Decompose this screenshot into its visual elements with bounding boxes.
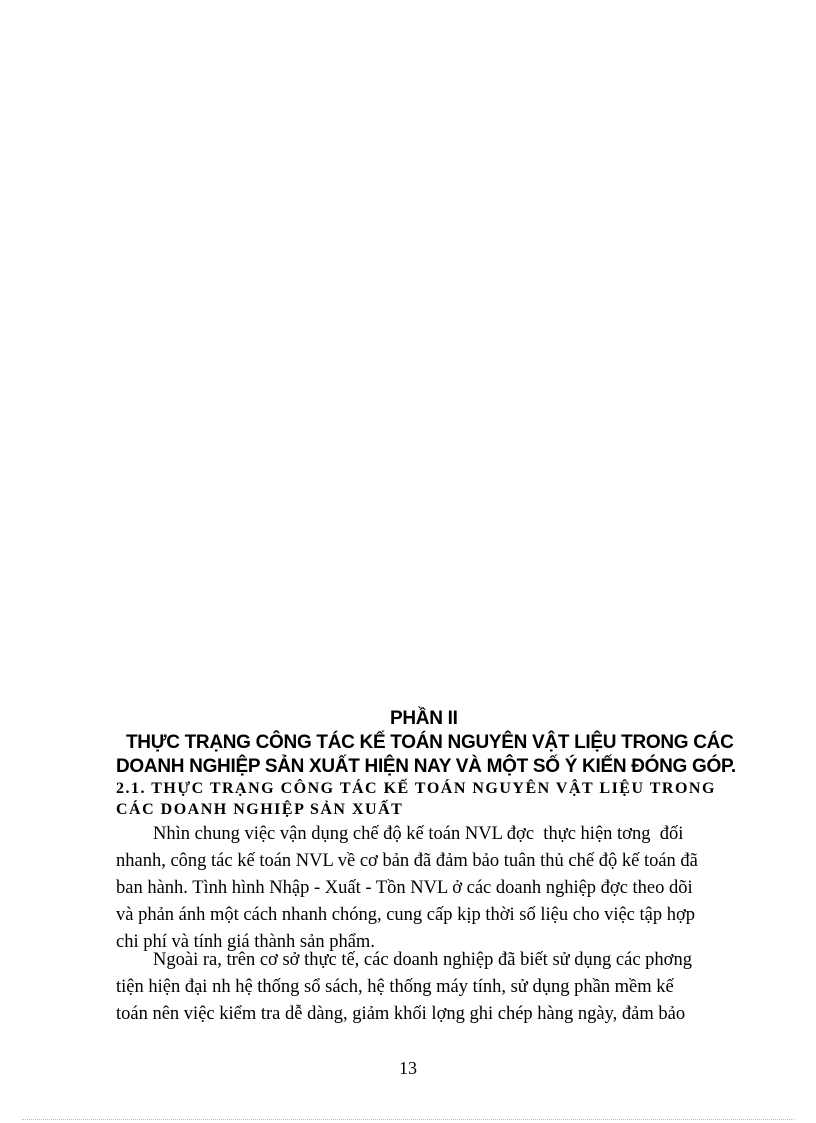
paragraph-line: Ngoài ra, trên cơ sở thực tế, các doanh nghiệp đã biết sử dụng các phơng xyxy=(116,950,692,970)
paragraph-line: ban hành. Tình hình Nhập - Xuất - Tồn NVL ở các doanh nghiệp đợc theo dõi xyxy=(116,878,693,898)
paragraph-line: tiện hiện đại nh hệ thống sổ sách, hệ thống máy tính, sử dụng phần mềm kế xyxy=(116,977,674,997)
paragraph-line: toán nên việc kiểm tra dễ dàng, giảm khối lợng ghi chép hàng ngày, đảm bảo xyxy=(116,1004,686,1024)
paragraph-1 xyxy=(116,821,739,956)
section-heading xyxy=(116,778,738,820)
part-title-line-1: THỰC TRẠNG CÔNG TÁC KẾ TOÁN NGUYÊN VẬT LIỆU TRONG CÁC xyxy=(126,732,734,753)
section-heading-line-2: CÁC DOANH NGHIỆP SẢN XUẤT xyxy=(116,801,404,818)
part-title-line-2: DOANH NGHIỆP SẢN XUẤT HIỆN NAY VÀ MỘT SỐ Ý KIẾN ĐÓNG GÓP. xyxy=(116,756,736,777)
paragraph-2 xyxy=(116,947,739,1028)
page-number: 13 xyxy=(399,1058,417,1078)
page-bottom-divider xyxy=(22,1119,794,1120)
paragraph-line: và phản ánh một cách nhanh chóng, cung cấp kịp thời số liệu cho việc tập hợp xyxy=(116,905,696,925)
paragraph-line: nhanh, công tác kế toán NVL về cơ bản đã đảm bảo tuân thủ chế độ kế toán đã xyxy=(116,851,698,871)
paragraph-line: Nhìn chung việc vận dụng chế độ kế toán NVL đợc thực hiện tơng đối xyxy=(116,824,684,844)
section-heading-line-1: 2.1. THỰC TRẠNG CÔNG TÁC KẾ TOÁN NGUYÊN VẬT LIỆU TRONG xyxy=(116,780,716,797)
part-label: PHẦN II xyxy=(390,708,458,729)
paragraph-line: chi phí và tính giá thành sản phẩm. xyxy=(116,932,375,952)
